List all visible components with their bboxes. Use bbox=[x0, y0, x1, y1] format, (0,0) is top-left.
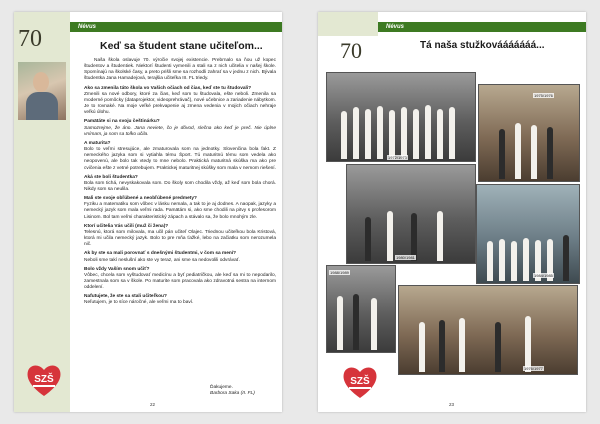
figure bbox=[401, 107, 407, 159]
figure bbox=[495, 322, 501, 372]
question: Aká ste boli študentka? bbox=[84, 174, 138, 180]
photo-year-label: 1975/1976 bbox=[534, 93, 553, 98]
question: Nafutujete, že ste sa stali učiteľkou? bbox=[84, 294, 167, 300]
figure bbox=[515, 123, 521, 179]
figure bbox=[419, 322, 425, 372]
heart-logo-icon bbox=[24, 360, 64, 400]
figure bbox=[531, 125, 537, 179]
answer: Neľutujem, je to síce náročné, ale veľmi ma to baví. bbox=[84, 300, 194, 306]
figure bbox=[499, 239, 505, 281]
figure bbox=[439, 320, 445, 372]
photo-year-label: 1980/1981 bbox=[396, 255, 415, 260]
figure bbox=[365, 217, 371, 261]
answer: Zmenili sa nové odbory, ktoré za čias, keď som tu študovala, ešte neboli. Zmenila sa moderné pomôcky (dataprojektor, videoprehrávač), nové učebnice a zariadenie nábytkom. Je to rovnaké. Na moje veľké prekvapenie aj zmena vedenia v mojich očiach nehraje veľkú úlohu. bbox=[84, 91, 276, 116]
signature: Barbora Saka (II. FL) bbox=[210, 391, 255, 396]
prom-photo bbox=[478, 84, 580, 182]
logo-text: SZŠ bbox=[350, 376, 370, 387]
photo-year-label: 1988/1989 bbox=[330, 270, 349, 275]
prom-photo bbox=[398, 285, 578, 375]
answer: Fyziku a matematiku som vôbec v lásku nemala, a tak to je aj dodnes. A naopak, jazyky a nemecký jazyk som mala veľmi rada. Pamätám si, ako sme chodili na pitvy s profesorom Lisinom. Bol tam veľmi charakteristický zápach a stávalo sa, že bolo mnohým zle. bbox=[84, 202, 276, 220]
page-number: 22 bbox=[150, 402, 156, 407]
figure bbox=[449, 107, 455, 159]
figure bbox=[411, 213, 417, 261]
signoff bbox=[210, 385, 255, 397]
article-title: Keď sa študent stane učiteľom... bbox=[100, 40, 263, 52]
figure bbox=[389, 110, 395, 159]
thanks-text: Ďakujeme. bbox=[210, 385, 233, 390]
figure bbox=[523, 238, 529, 281]
section-band: Névus bbox=[378, 22, 586, 32]
figure bbox=[337, 296, 343, 350]
figure bbox=[525, 316, 531, 372]
question: Ako sa zmenila táto škola vo Vašich očiach od čias, keď ste tu študovali? bbox=[84, 85, 252, 91]
answer: Bolo to veľmi stresujúce, ale zmaturovala som na jednotky. Slovenčina bola fakt. Z nemeckého jazyka som si vytiahla tému Šport. Tú maturitnú tému som vedela ako neopovenú, ale bolo tak vtedy to mne nebolo. Praktická maturitná skúška ma ako pre cvičenia ešte z vetné potrebujem. Praktickej maturitnej skúšky som mala v nemom riešení. bbox=[84, 147, 276, 171]
interview-article bbox=[84, 58, 276, 310]
edition-number: 70 bbox=[340, 38, 362, 63]
edition-number: 70 bbox=[18, 26, 42, 52]
prom-photo bbox=[346, 164, 476, 264]
figure bbox=[487, 241, 493, 281]
figure bbox=[365, 109, 371, 159]
figure bbox=[353, 107, 359, 159]
logo-text: SZŠ bbox=[34, 374, 54, 385]
photo-year-label: 1976/1977 bbox=[524, 366, 543, 371]
answer: Telesnú, ktorá som milovala, ma učil pán učiteľ Olajec. Triednou učiteľkou bola Kristová, ktorá mi učila nemecký jazyk. Bolo to pre mňa ťažké, lebo na začiatku som nerozumela nič. bbox=[84, 229, 276, 248]
figure bbox=[563, 235, 569, 281]
answer: Neboli sme takí neslušní ako ste vy teraz, ani sme sa nedovolili odvrávať. bbox=[84, 257, 240, 263]
figure bbox=[377, 106, 383, 159]
figure bbox=[353, 294, 359, 350]
right-top-block bbox=[318, 12, 378, 36]
figure bbox=[387, 211, 393, 261]
answer: Vôbec, chcela som vyštudovať medicínu a byť pediatričkou, ale keď sa mi to nepodarilo, zamestnala som sa v škole. Po maturite som pracovala ako zdravotná sestra na internom oddelení. bbox=[84, 272, 276, 291]
answer: Bola som tichá, nevyskakovala som. Do školy som chodila vždy, až keď som bola chorá. Nikdy som sa neulila. bbox=[84, 180, 276, 192]
question: A maturita? bbox=[84, 140, 111, 146]
figure bbox=[459, 318, 465, 372]
question: Ak by ste sa mali porovnať s dnešnými študentmi, v čom sa mení? bbox=[84, 251, 237, 257]
heart-logo-icon bbox=[340, 362, 380, 402]
section-band: Névus bbox=[70, 22, 282, 32]
figure bbox=[413, 109, 419, 159]
figure bbox=[437, 109, 443, 159]
author-face bbox=[33, 72, 49, 92]
question: Bolo vždy Vaším snom učiť? bbox=[84, 266, 150, 272]
figure bbox=[511, 241, 517, 281]
prom-photo bbox=[476, 184, 580, 284]
photo-year-label: 1972/1973 bbox=[388, 155, 407, 160]
page-number: 23 bbox=[449, 402, 455, 407]
article-title: Tá naša stužkovááááááá... bbox=[420, 40, 545, 51]
question: Ktorí učitelia Vás učili (muž či žena)? bbox=[84, 223, 169, 229]
question: Mali ste svoje obľúbené a neobľúbené predmety? bbox=[84, 196, 197, 202]
prom-photo bbox=[326, 72, 476, 162]
question: Pamätáte si na svoju češtinárku? bbox=[84, 119, 160, 125]
prom-photo bbox=[326, 265, 396, 353]
figure bbox=[371, 298, 377, 350]
figure bbox=[437, 211, 443, 261]
photo-year-label: 1984/1985 bbox=[534, 273, 553, 278]
figure bbox=[499, 129, 505, 179]
answer: Samozrejme, že áno. Jana neviete, čo je dôvod, slečna ako keď je preč. Nie úplne vnímam, ja som sa toľko učila. bbox=[84, 125, 276, 137]
author-photo bbox=[18, 62, 66, 120]
intro-paragraph: Naša škola oslavuje 70. výročie svojej existencie. Prebrnalo sa ňou už kopec študentov a študentiek. Niektorí študenti vymenili a stali sa z nich učitelia v našej škole. Spomínajú na školské časy, a preto prišli sme sa rozhodli zahrať sa v jednu z nich. Bývala študentka Jana Hamadejová, terajšia učiteľka III. FL triedy. bbox=[84, 58, 276, 82]
figure bbox=[425, 105, 431, 159]
figure bbox=[547, 127, 553, 179]
author-shirt bbox=[26, 92, 58, 120]
left-page bbox=[14, 12, 282, 412]
right-page bbox=[318, 12, 586, 412]
figure bbox=[341, 111, 347, 159]
